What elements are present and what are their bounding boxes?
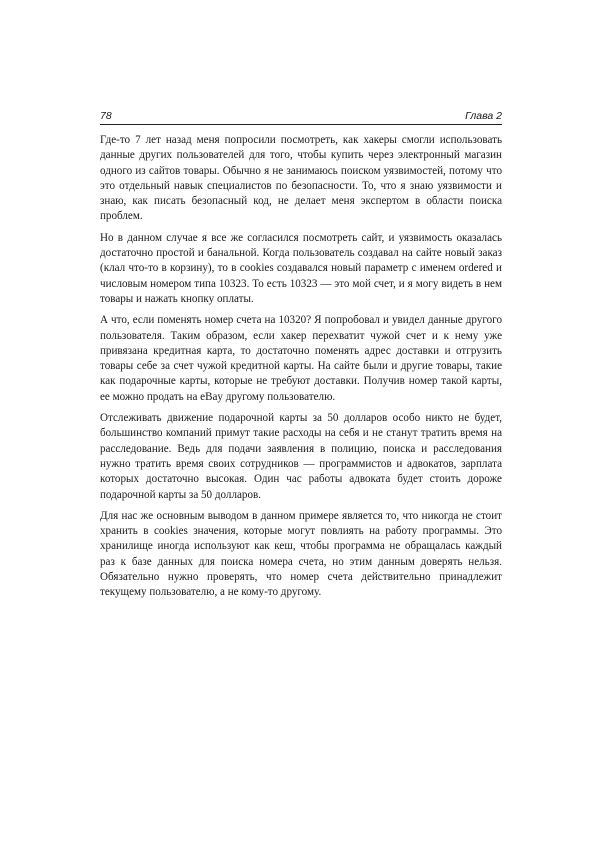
body-text — [100, 133, 502, 601]
paragraph-2: Но в данном случае я все же согласился посмотреть сайт, и уязвимость оказалась достаточно простой и банальной. Когда пользователь создавал на сайте новый заказ (клал что-то в корзину), то в cookies создавался новый параметр с именем ordered и числовым номером типа 10323. То есть 10323 — это мой счет, и я могу видеть в нем товары и нажать кнопку оплаты. — [100, 231, 502, 305]
running-header — [100, 110, 502, 125]
paragraph-3: А что, если поменять номер счета на 10320? Я попробовал и увидел данные другого пользователя. Таким образом, если хакер перехватит чужой счет и к нему уже привязана кредитная карта, то достаточно поменять адрес доставки и отгрузить товары себе за счет чужой кредитной карты. На сайте были и другие товары, такие как подарочные карты, которые не требуют доставки. Получив номер такой карты, ее можно продать на eBay другому пользователю. — [100, 314, 502, 403]
page-number: 78 — [100, 110, 112, 122]
chapter-title: Глава 2 — [465, 110, 502, 122]
paragraph-1: Где-то 7 лет назад меня попросили посмотреть, как хакеры смогли использовать данные других пользователей для того, чтобы купить через электронный магазин одного из сайтов товары. Обычно я не занимаюсь поиском уязвимостей, потому что это отдельный навык специалистов по безопасности. То, что я знаю уязвимости и знаю, как писать безопасный код, не делает меня экспертом в области поиска проблем. — [100, 134, 502, 223]
paragraph-5: Для нас же основным выводом в данном примере является то, что никогда не стоит хранить в cookies значения, которые могут повлиять на работу программы. Это хранилище иногда используют как кеш, чтобы программа не обращалась каждый раз к базе данных для поиска номера счета, но этим данным доверять нельзя. Обязательно нужно проверять, что номер счета действительно принадлежит текущему пользователю, а не кому-то другому. — [100, 509, 502, 599]
paragraph-4: Отслеживать движение подарочной карты за 50 долларов особо никто не будет, большинство компаний примут такие расходы на себя и не станут тратить время на расследование. Ведь для подачи заявления в полицию, поиска и расследования нужно тратить время своих сотрудников — программистов и адвокатов, зарплата которых достаточно высокая. Один час работы адвоката будет стоить дороже подарочной карты за 50 долларов. — [100, 412, 502, 501]
book-page — [100, 110, 502, 607]
